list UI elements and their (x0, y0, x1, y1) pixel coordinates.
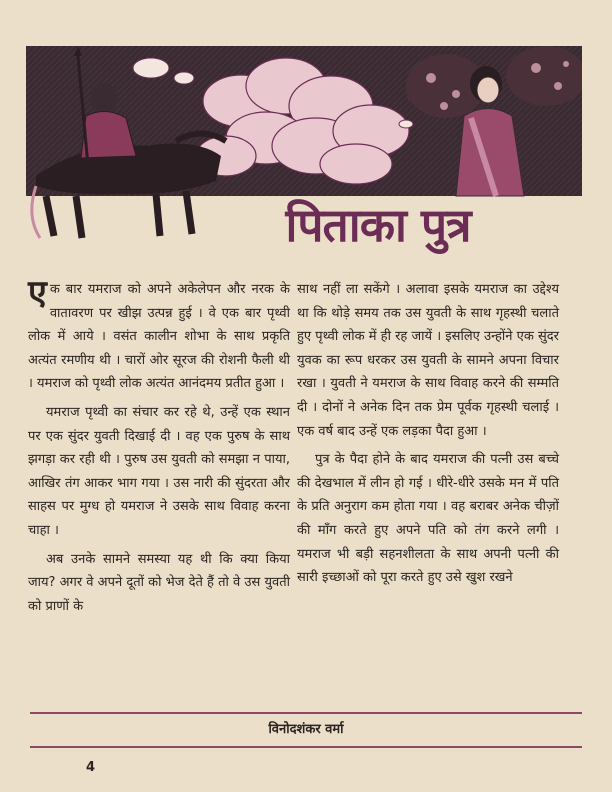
paragraph: एक बार यमराज को अपने अकेलेपन और नरक के वातावरण पर खीझ उत्पन्न हुई । वे एक बार पृथ्वी लोक में आये । वसंत कालीन शोभा के साथ प्रकृति अत्यंत रमणीय थी । चारों ओर सूरज की रोशनी फैली थी । यमराज को पृथ्वी लोक अत्यंत आनंदमय प्रतीत हुआ । (28, 273, 290, 392)
top-divider (30, 712, 582, 714)
drop-cap: ए (28, 273, 47, 313)
paragraph: साथ नहीं ला सकेंगे । अलावा इसके यमराज का उद्देश्य था कि थोड़े समय तक उस युवती के साथ गृहस्थी चलाते हुए पृथ्वी लोक में ही रह जायें । इसलिए उन्होंने एक सुंदर युवक का रूप धरकर उस युवती के सामने अपना विचार रखा । युवती ने यमराज के साथ विवाह करने की सम्मति दी । दोनों ने अनेक दिन तक प्रेम पूर्वक गृहस्थी चलाई । एक वर्ष बाद उन्हें एक लड़का पैदा हुआ । (297, 282, 559, 439)
story-title: पिताका पुत्र (285, 198, 471, 252)
right-column (297, 278, 559, 590)
paragraph: पुत्र के पैदा होने के बाद यमराज की पत्नी उस बच्चे की देखभाल में लीन हो गई । धीरे-धीरे उसके मन में पति के प्रति अनुराग कम होता गया । वह बराबर अनेक चीज़ों की माँग करते हुए अपने पति को तंग करने लगी । यमराज भी बड़ी सहनशीलता के साथ अपनी पत्नी की सारी इच्छाओं को पूरा करते हुए उसे खुश रखने (297, 452, 559, 586)
left-column (28, 273, 290, 618)
bottom-divider (30, 746, 582, 748)
paragraph: यमराज पृथ्वी का संचार कर रहे थे, उन्हें एक स्थान पर एक सुंदर युवती दिखाई दी । वह एक पुरुष के साथ झगड़ा कर रही थी । पुरुष उस युवती को समझा न पाया, आखिर तंग आकर भाग गया । उस नारी की सुंदरता और साहस पर मुग्ध हो यमराज ने उसके साथ विवाह करना चाहा । (28, 404, 290, 538)
paragraph: अब उनके सामने समस्या यह थी कि क्या किया जाय? अगर वे अपने दूतों को भेज देते हैं तो वे उस युवती को प्राणों के (28, 551, 290, 614)
author-name: विनोदशंकर वर्मा (268, 722, 344, 737)
page-number: 4 (86, 760, 96, 775)
